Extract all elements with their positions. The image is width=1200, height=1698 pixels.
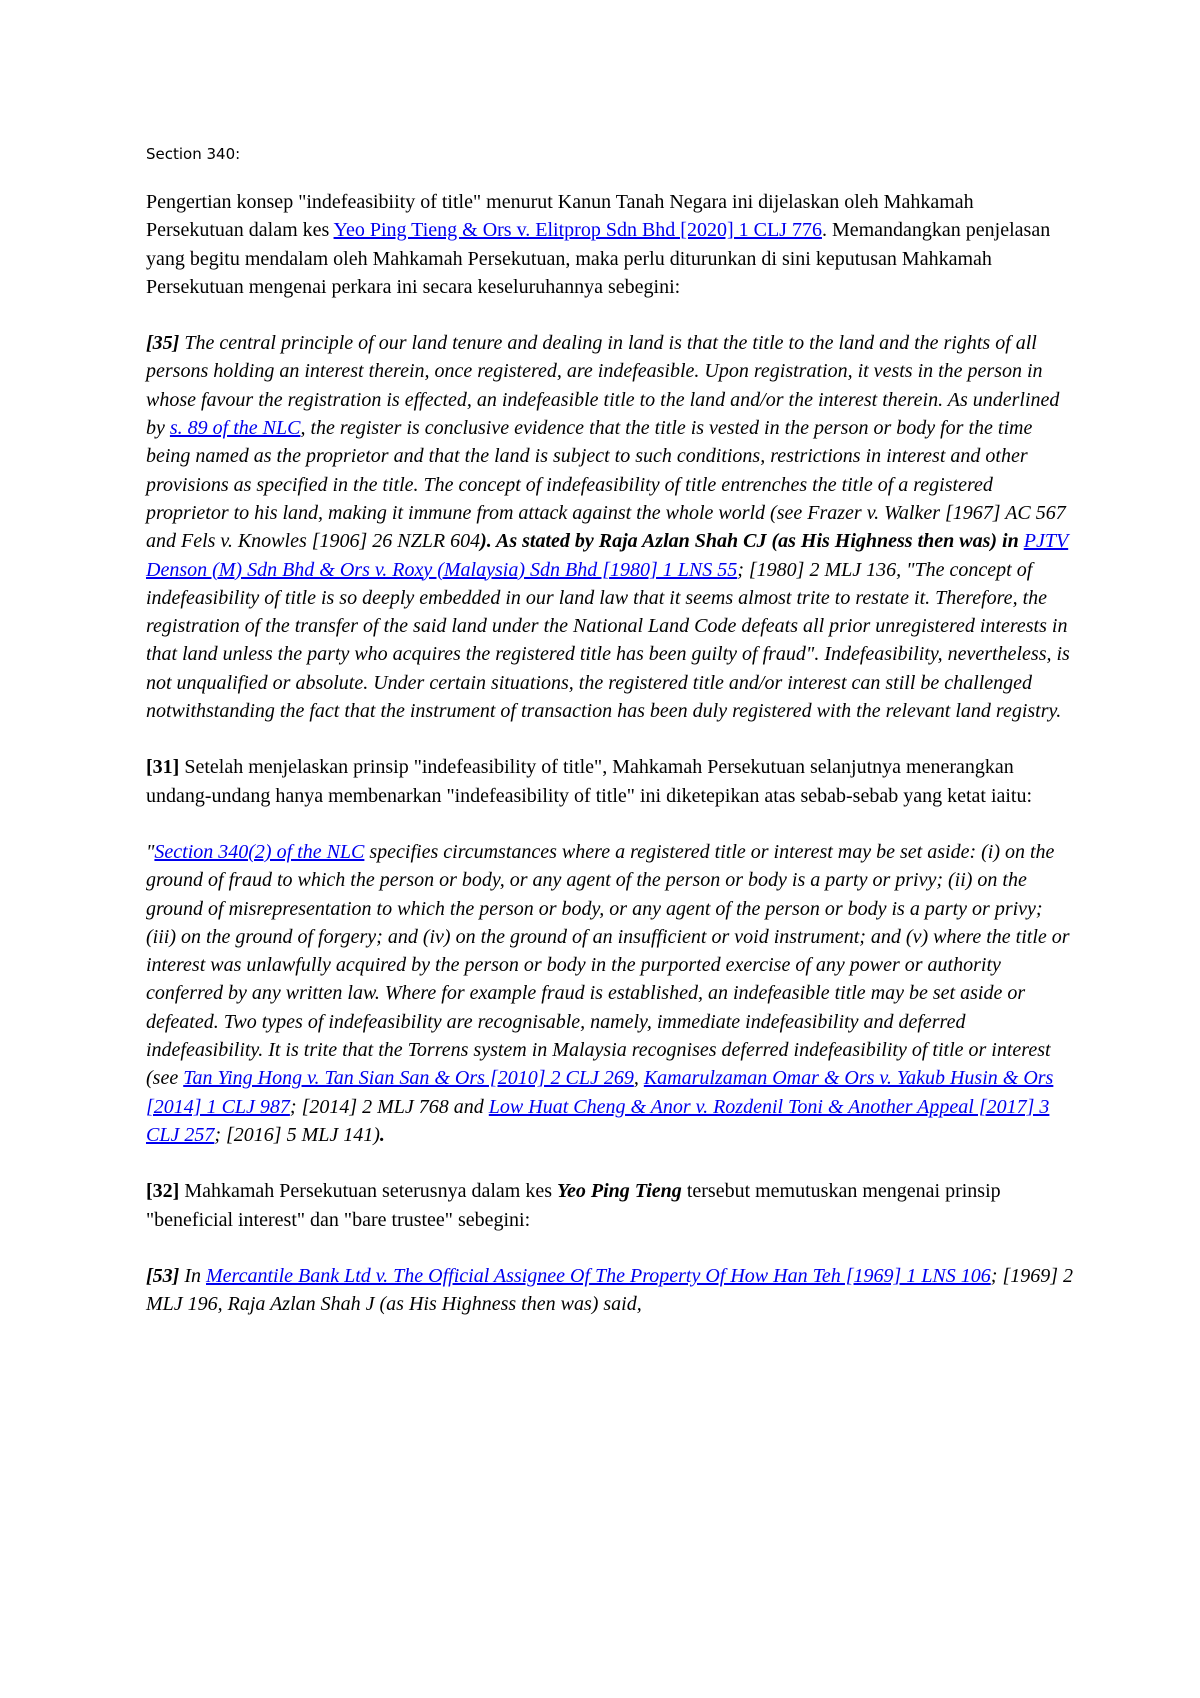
case-name-bold: Yeo Ping Tieng xyxy=(557,1180,682,1203)
intro-text-continued: . Memandangkan penjelasan yang begitu mendalam oleh Mahkamah Persekutuan, maka perlu diturunkan di sini keputusan Mahkamah Persekutuan mengenai perkara ini secara keseluruhannya sebegini: xyxy=(146,219,1051,298)
quote-paragraph-53 xyxy=(146,1262,1076,1319)
case-link-pjtv-denson[interactable]: PJTV Denson (M) Sdn Bhd & Ors v. Roxy (Malaysia) Sdn Bhd [1980] 1 LNS 55 xyxy=(146,530,1069,581)
paragraph-number: [35] xyxy=(146,332,180,355)
quote-mark: " xyxy=(146,840,155,863)
paragraph-text: Setelah menjelaskan prinsip "indefeasibility of title", Mahkamah Persekutuan selanjutnya menerangkan undang-undang hanya membenarkan "indefeasibility of title" ini diketepikan atas sebab-sebab yang ketat iaitu: xyxy=(146,756,1033,807)
quote-text: , the register is conclusive evidence that the title is vested in the person or body for the time being named as the proprietor and that the land is subject to such conditions, restrictions in interest and other provisions as specified in the title. The concept of indefeasibility of title entrenches the title of a registered proprietor to his land, making it immune from attack against the whole world (see Frazer v. Walker [1967] AC 567 and Fels v. Knowles [1906] 26 NZLR 604 xyxy=(146,417,1066,553)
paragraph-31 xyxy=(146,753,1076,810)
quote-text-bold: . xyxy=(379,1123,385,1146)
quote-text: , xyxy=(633,1067,644,1090)
paragraph-32 xyxy=(146,1177,1076,1234)
intro-paragraph xyxy=(146,188,1076,301)
paragraph-number: [32] xyxy=(146,1180,180,1203)
paragraph-number: [31] xyxy=(146,756,180,779)
quote-text: ; [1969] 2 MLJ 196, Raja Azlan Shah J (as His Highness then was) said, xyxy=(146,1264,1074,1316)
case-link-yeo-ping-tieng[interactable]: Yeo Ping Tieng & Ors v. Elitprop Sdn Bhd [2020] 1 CLJ 776 xyxy=(333,219,822,242)
quote-paragraph-section-340 xyxy=(146,838,1076,1149)
intro-text: Pengertian konsep "indefeasibiity of title" menurut Kanun Tanah Negara ini dijelaskan oleh Mahkamah Persekutuan dalam kes xyxy=(146,191,974,242)
section-heading: Section 340: xyxy=(146,145,241,163)
statute-link-s340-2[interactable]: Section 340(2) of the NLC xyxy=(154,840,365,863)
quote-text: In xyxy=(179,1264,206,1287)
paragraph-number: [53] xyxy=(146,1264,180,1287)
quote-paragraph-35 xyxy=(146,329,1076,725)
quote-text: specifies circumstances where a registered title or interest may be set aside: (i) on the ground of fraud to which the person or body, or any agent of the person or body is a party or privy; (ii) on the ground of misrepresentation to which the person or body, or any agent of the person or body is a party or privy; (iii) on the ground of forgery; and (iv) on the ground of an insufficient or void instrument; and (v) where the title or interest was unlawfully acquired by the person or body in the purported exercise of any power or authority conferred by any written law. Where for example fraud is established, an indefeasible title may be set aside or defeated. Two types of indefeasibility are recognisable, namely, immediate indefeasibility and deferred indefeasibility. It is trite that the Torrens system in Malaysia recognises deferred indefeasibility of title or interest (see xyxy=(146,840,1070,1090)
case-link-tan-ying-hong[interactable]: Tan Ying Hong v. Tan Sian San & Ors [2010] 2 CLJ 269 xyxy=(183,1067,634,1090)
quote-text: The central principle of our land tenure and dealing in land is that the title to the land and the rights of all persons holding an interest therein, once registered, are indefeasible. Upon registration, it vests in the person in whose favour the registration is effected, an indefeasible title to the land and/or the interest therein. As underlined by xyxy=(146,332,1060,440)
document-page xyxy=(146,144,1076,1346)
case-link-low-huat-cheng[interactable]: Low Huat Cheng & Anor v. Rozdenil Toni & Another Appeal [2017] 3 CLJ 257 xyxy=(146,1095,1050,1146)
quote-text: ; [2014] 2 MLJ 768 and xyxy=(289,1095,489,1118)
case-link-kamarulzaman[interactable]: Kamarulzaman Omar & Ors v. Yakub Husin & Ors [2014] 1 CLJ 987 xyxy=(146,1067,1054,1118)
statute-link-s89[interactable]: s. 89 of the NLC xyxy=(169,417,301,440)
paragraph-text: Mahkamah Persekutuan seterusnya dalam kes xyxy=(179,1180,557,1203)
quote-text: ; [2016] 5 MLJ 141) xyxy=(214,1123,380,1146)
paragraph-text: tersebut memutuskan mengenai prinsip "beneficial interest" dan "bare trustee" sebegini: xyxy=(146,1180,1001,1231)
quote-text-bold: ). As stated by Raja Azlan Shah CJ (as His Highness then was) in xyxy=(480,530,1024,553)
case-link-mercantile-bank[interactable]: Mercantile Bank Ltd v. The Official Assignee Of The Property Of How Han Teh [1969] 1 LNS 106 xyxy=(206,1264,991,1287)
quote-text: ; [1980] 2 MLJ 136, "The concept of indefeasibility of title is so deeply embedded in our land law that it seems almost trite to restate it. Therefore, the registration of the transfer of the said land under the National Land Code defeats all prior unregistered interests in that land unless the party who acquires the registered title has been guilty of fraud". Indefeasibility, nevertheless, is not unqualified or absolute. Under certain situations, the registered title and/or interest can still be challenged notwithstanding the fact that the instrument of transaction has been duly registered with the relevant land registry. xyxy=(146,558,1070,723)
